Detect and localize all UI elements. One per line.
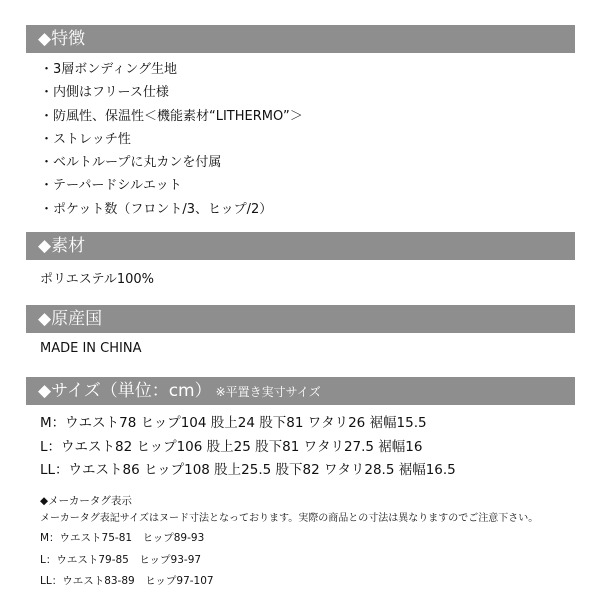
feature-item: ・3層ボンディング生地 [40,62,177,77]
maker-tag-row: LL：ウエスト83-89 ヒップ97-107 [40,575,214,587]
feature-item: ・内側はフリース仕様 [40,85,169,101]
feature-item: ・防風性、保温性＜機能素材“LITHERMO”＞ [40,108,303,124]
size-row: M：ウエスト78 ヒップ104 股上24 股下81 ワタリ26 裾幅15.5 [40,415,427,431]
material-value: ポリエステル100% [40,272,154,287]
maker-tag-section [40,492,538,593]
feature-item: ・ベルトループに丸カンを付属 [40,155,222,171]
features-list [40,58,303,221]
maker-tag-title: ◆メーカータグ表示 [40,495,132,507]
maker-tag-row: L：ウエスト79-85 ヒップ93-97 [40,553,202,566]
material-header: ◆素材 [26,232,575,260]
size-header [26,377,575,405]
size-header-title: ◆サイズ（単位：cm） [38,381,212,401]
maker-tag-note: メーカータグ表記サイズはヌード寸法となっております。実際の商品との寸法は異なりますのでご注意下さい。 [40,513,539,524]
origin-value: MADE IN CHINA [40,341,142,356]
feature-item: ・ストレッチ性 [40,131,131,147]
maker-tag-row: M：ウエスト75-81 ヒップ89-93 [40,532,205,544]
size-header-note: ※平置き実寸サイズ [215,385,321,399]
size-row: L：ウエスト82 ヒップ106 股上25 股下81 ワタリ27.5 裾幅16 [40,438,423,455]
feature-item: ・テーパードシルエット [40,178,182,194]
feature-item: ・ポケット数（フロント/3、ヒップ/2） [40,201,273,217]
origin-header: ◆原産国 [26,305,575,333]
features-header: ◆特徴 [26,25,575,53]
size-table [40,412,456,483]
size-row: LL：ウエスト86 ヒップ108 股上25.5 股下82 ワタリ28.5 裾幅16.5 [40,462,456,478]
